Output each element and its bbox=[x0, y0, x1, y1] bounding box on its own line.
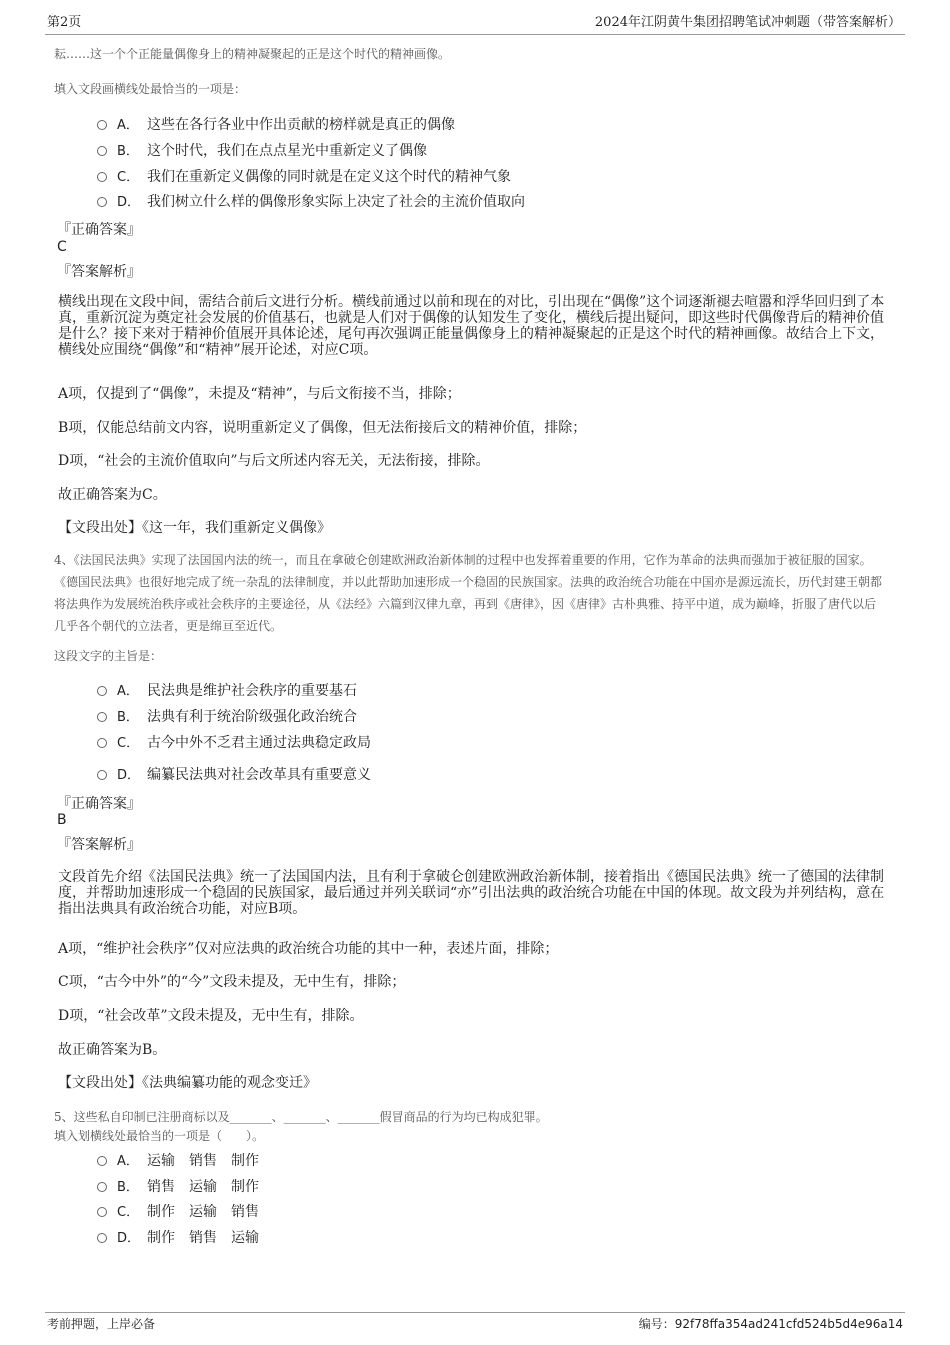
document-title: 2024年江阴黄牛集团招聘笔试冲刺题（带答案解析） bbox=[594, 15, 901, 30]
footer-slogan: 考前押题，上岸必备 bbox=[47, 1317, 156, 1331]
q3-analysis-label: 『答案解析』 bbox=[57, 264, 141, 280]
q5-option-b[interactable]: B． 销售 运输 制作 bbox=[97, 1176, 259, 1196]
q3-analysis-line-a: A项，仅提到了“偶像”，未提及“精神”，与后文衔接不当，排除； bbox=[58, 386, 461, 402]
q4-analysis-line-c: C项，“古今中外”的“今”文段未提及，无中生有，排除； bbox=[58, 974, 406, 990]
radio-icon[interactable] bbox=[97, 1182, 107, 1192]
radio-icon[interactable] bbox=[97, 146, 107, 156]
q3-answer: C bbox=[57, 239, 67, 255]
q3-intro-tail: 耘……这一个个正能量偶像身上的精神凝聚起的正是这个时代的精神画像。 bbox=[54, 47, 451, 61]
radio-icon[interactable] bbox=[97, 738, 107, 748]
radio-icon[interactable] bbox=[97, 1233, 107, 1243]
q4-stem: 4、《法国民法典》实现了法国国内法的统一，而且在拿破仑创建欧洲政治新体制的过程中也发挥着重要的作用，它作为革命的法典而强加于被征服的国家。《德国民法典》也很好地完成了统一杂乱的法律制度，并以此帮助加速形成一个稳固的民族国家。法典的政治统合功能在中国亦是源远流长，历代封建王朝都将法典作为发展统治秩序或社会秩序的主要途径，从《法经》六篇到汉律九章，再到《唐律》，因《唐律》古朴典雅、持平中道，成为巅峰，折服了唐代以后几乎各个朝代的立法者，更是绵亘至近代。 bbox=[54, 553, 883, 633]
q4-analysis-line-a: A项，“维护社会秩序”仅对应法典的政治统合功能的其中一种，表述片面，排除； bbox=[58, 941, 559, 957]
radio-icon[interactable] bbox=[97, 686, 107, 696]
q3-option-c[interactable]: C． 我们在重新定义偶像的同时就是在定义这个时代的精神气象 bbox=[97, 166, 511, 186]
page-number: 第2页 bbox=[47, 15, 82, 30]
q5-prompt: 填入划横线处最恰当的一项是（ ）。 bbox=[54, 1129, 265, 1143]
q3-conclusion: 故正确答案为C。 bbox=[58, 487, 167, 503]
radio-icon[interactable] bbox=[97, 120, 107, 130]
q4-analysis: 文段首先介绍《法国民法典》统一了法国国内法，且有利于拿破仑创建欧洲政治新体制，接着指出《德国民法典》统一了德国的法律制度，并帮助加速形成一个稳固的民族国家，最后通过并列关联词“亦”引出法典的政治统合功能在中国的体现。故文段为并列结构，意在指出法典具有政治统合功能，对应B项。 bbox=[58, 869, 885, 917]
radio-icon[interactable] bbox=[97, 172, 107, 182]
radio-icon[interactable] bbox=[97, 770, 107, 780]
q4-option-b[interactable]: B． 法典有利于统治阶级强化政治统合 bbox=[97, 706, 357, 726]
page-footer bbox=[45, 1312, 905, 1335]
q4-conclusion: 故正确答案为B。 bbox=[58, 1042, 167, 1058]
radio-icon[interactable] bbox=[97, 197, 107, 207]
q4-analysis-label: 『答案解析』 bbox=[57, 837, 141, 853]
radio-icon[interactable] bbox=[97, 1156, 107, 1166]
q3-answer-label: 『正确答案』 bbox=[57, 222, 141, 238]
q4-prompt: 这段文字的主旨是： bbox=[54, 649, 163, 663]
q4-answer-label: 『正确答案』 bbox=[57, 796, 141, 812]
q5-option-c[interactable]: C． 制作 运输 销售 bbox=[97, 1201, 259, 1221]
page-header bbox=[45, 12, 905, 35]
q3-source: 【文段出处】《这一年，我们重新定义偶像》 bbox=[58, 520, 331, 536]
q4-option-d[interactable]: D． 编纂民法典对社会改革具有重要意义 bbox=[97, 764, 371, 784]
q5-option-d[interactable]: D． 制作 销售 运输 bbox=[97, 1227, 259, 1247]
q5-option-a[interactable]: A． 运输 销售 制作 bbox=[97, 1150, 259, 1170]
q3-analysis-line-d: D项，“社会的主流价值取向”与后文所述内容无关，无法衔接，排除。 bbox=[58, 453, 490, 469]
q3-option-d[interactable]: D． 我们树立什么样的偶像形象实际上决定了社会的主流价值取向 bbox=[97, 191, 525, 211]
q4-answer: B bbox=[57, 812, 67, 828]
q3-option-b[interactable]: B． 这个时代，我们在点点星光中重新定义了偶像 bbox=[97, 140, 427, 160]
q3-prompt: 填入文段画横线处最恰当的一项是： bbox=[54, 82, 247, 96]
q5-stem: 5、这些私自印制已注册商标以及_______、_______、_______假冒商品的行为均已构成犯罪。 bbox=[54, 1110, 548, 1124]
q4-source: 【文段出处】《法典编纂功能的观念变迁》 bbox=[58, 1075, 317, 1091]
q3-analysis: 横线出现在文段中间，需结合前后文进行分析。横线前通过以前和现在的对比，引出现在“偶像”这个词逐渐褪去喧嚣和浮华回归到了本真，重新沉淀为奠定社会发展的价值基石，也就是人们对于偶像的认知发生了变化，横线后提出疑问，即这些时代偶像背后的精神价值是什么？接下来对于精神价值展开具体论述，尾句再次强调正能量偶像身上的精神凝聚起的正是这个时代的精神画像。故结合上下文，横线处应围绕“偶像”和“精神”展开论述，对应C项。 bbox=[58, 294, 885, 358]
q4-analysis-line-d: D项，“社会改革”文段未提及，无中生有，排除。 bbox=[58, 1008, 364, 1024]
q4-option-c[interactable]: C． 古今中外不乏君主通过法典稳定政局 bbox=[97, 732, 371, 752]
radio-icon[interactable] bbox=[97, 1207, 107, 1217]
footer-serial: 编号：92f78ffa354ad241cfd524b5d4e96a14 bbox=[638, 1317, 903, 1331]
q3-analysis-line-b: B项，仅能总结前文内容，说明重新定义了偶像，但无法衔接后文的精神价值，排除； bbox=[58, 420, 587, 436]
q4-option-a[interactable]: A． 民法典是维护社会秩序的重要基石 bbox=[97, 680, 357, 700]
q3-option-a[interactable]: A． 这些在各行各业中作出贡献的榜样就是真正的偶像 bbox=[97, 114, 455, 134]
radio-icon[interactable] bbox=[97, 712, 107, 722]
